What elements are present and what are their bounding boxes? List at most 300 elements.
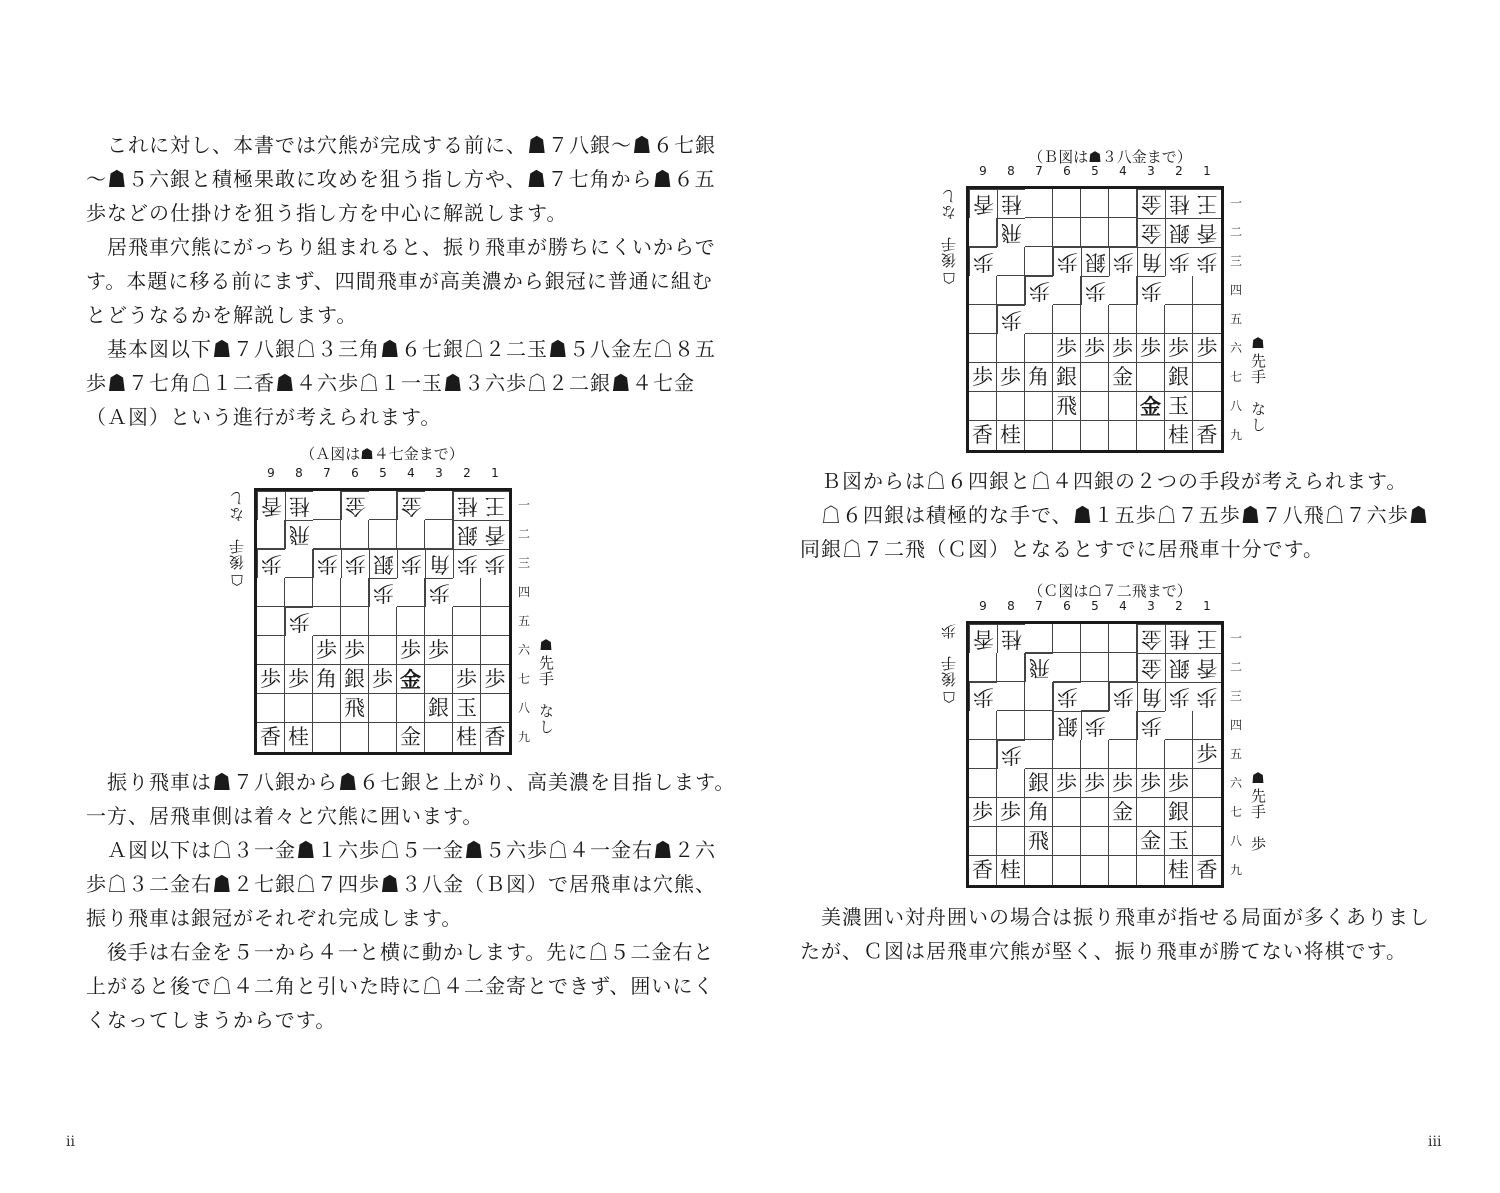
board-square xyxy=(1109,305,1137,334)
board-square xyxy=(453,636,481,665)
text-line: す。本題に移る前にまず、四間飛車が高美濃から銀冠に普通に組む xyxy=(86,269,713,293)
board-square xyxy=(397,694,425,723)
text-line: 後手は右金を５一から４一と横に動かします。先に☖５二金右と xyxy=(86,940,715,964)
board-square xyxy=(1081,682,1109,711)
row-number: 九 xyxy=(1229,428,1242,442)
board-square xyxy=(1053,276,1081,305)
board-square xyxy=(1053,740,1081,769)
sente-piece: 歩 xyxy=(1193,334,1221,363)
gote-piece: 歩 xyxy=(453,549,481,578)
gote-piece: 桂 xyxy=(1165,624,1193,653)
board-square xyxy=(341,607,369,636)
sente-piece: 歩 xyxy=(1109,334,1137,363)
board-square xyxy=(1193,769,1221,798)
sente-piece: 歩 xyxy=(1081,334,1109,363)
gote-piece: 香 xyxy=(969,189,997,218)
gote-piece: 歩 xyxy=(369,578,397,607)
sente-piece: 歩 xyxy=(1137,769,1165,798)
board-square xyxy=(1081,392,1109,421)
sente-piece: 歩 xyxy=(397,636,425,665)
board-square xyxy=(397,520,425,549)
column-number: 2 xyxy=(1175,599,1183,613)
board-square xyxy=(481,578,509,607)
sente-piece: 桂 xyxy=(997,856,1025,885)
column-number: 1 xyxy=(491,466,499,480)
text-line: 基本図以下☗７八銀☖３三角☗６七銀☖２二玉☗５八金左☖８五 xyxy=(86,337,716,361)
board-square xyxy=(1109,189,1137,218)
text-line: 振り飛車は銀冠がそれぞれ完成します。 xyxy=(86,906,463,930)
row-numbers xyxy=(516,491,532,752)
row-number: 四 xyxy=(1229,718,1242,732)
gote-piece: 歩 xyxy=(313,549,341,578)
board-square xyxy=(285,694,313,723)
sente-piece: 玉 xyxy=(1165,827,1193,856)
row-number: 七 xyxy=(517,672,530,686)
row-number: 九 xyxy=(1229,863,1242,877)
text-line: 上がると後で☖４二角と引いた時に☖４二金寄とできず、囲いにく xyxy=(86,974,715,998)
row-number: 九 xyxy=(517,730,530,744)
gote-piece: 歩 xyxy=(425,578,453,607)
sente-piece: 歩 xyxy=(1053,769,1081,798)
gote-piece: 歩 xyxy=(1193,247,1221,276)
board-square xyxy=(341,520,369,549)
board-square xyxy=(257,578,285,607)
column-number: 6 xyxy=(1063,164,1071,178)
column-number: 9 xyxy=(979,599,987,613)
gote-piece: 王 xyxy=(1193,624,1221,653)
board-square xyxy=(969,827,997,856)
sente-piece: 歩 xyxy=(369,665,397,694)
sente-piece: 歩 xyxy=(1137,334,1165,363)
board-square xyxy=(1025,334,1053,363)
row-number: 六 xyxy=(1229,341,1242,355)
board-square xyxy=(1081,740,1109,769)
sente-piece: 歩 xyxy=(285,665,313,694)
sente-piece: 飛 xyxy=(1025,827,1053,856)
row-number: 四 xyxy=(1229,283,1242,297)
board-square xyxy=(969,334,997,363)
gote-piece: 歩 xyxy=(397,549,425,578)
sente-piece: 玉 xyxy=(1165,392,1193,421)
gote-piece: 角 xyxy=(425,549,453,578)
column-number: 5 xyxy=(379,466,387,480)
board-square xyxy=(313,723,341,752)
gote-piece: 桂 xyxy=(285,491,313,520)
sente-piece: 香 xyxy=(1196,858,1218,882)
board-square xyxy=(997,392,1025,421)
gote-piece: 歩 xyxy=(1025,276,1053,305)
gote-piece: 金 xyxy=(397,491,425,520)
gote-piece: 歩 xyxy=(1053,682,1081,711)
row-number: 七 xyxy=(1229,805,1242,819)
board-square xyxy=(285,636,313,665)
sente-piece: 歩 xyxy=(481,665,509,694)
gote-piece: 歩 xyxy=(1165,682,1193,711)
board-square xyxy=(1137,363,1165,392)
gote-piece: 歩 xyxy=(1137,711,1165,740)
text-line: 同銀☖７二飛（Ｃ図）となるとすでに居飛車十分です。 xyxy=(800,537,1324,561)
gote-piece: 銀 xyxy=(453,520,481,549)
board-square xyxy=(1025,856,1053,885)
column-number: 3 xyxy=(435,466,443,480)
sente-piece: 歩 xyxy=(997,798,1025,827)
board-square xyxy=(1081,218,1109,247)
diagram-a-caption: （Ａ図は☗４七金まで） xyxy=(300,445,464,463)
sente-piece: 銀 xyxy=(425,694,453,723)
board-square xyxy=(425,520,453,549)
column-number: 7 xyxy=(1035,164,1043,178)
column-number: 9 xyxy=(267,466,275,480)
sente-piece: 歩 xyxy=(1165,334,1193,363)
gote-piece: 金 xyxy=(1137,189,1165,218)
sente-piece: 歩 xyxy=(969,798,997,827)
board-square xyxy=(257,694,285,723)
row-numbers xyxy=(1228,189,1244,450)
sente-piece: 歩 xyxy=(1109,769,1137,798)
board-square xyxy=(341,578,369,607)
board-square xyxy=(1025,421,1053,450)
text-line: 歩☖３二金右☗２七銀☖７四歩☗３八金（Ｂ図）で居飛車は穴熊、 xyxy=(86,872,716,896)
gote-piece: 銀 xyxy=(1165,653,1193,682)
board-square xyxy=(481,636,509,665)
sente-piece: 桂 xyxy=(997,421,1025,450)
board-square xyxy=(1137,856,1165,885)
board-square xyxy=(969,769,997,798)
board-square xyxy=(1193,798,1221,827)
board-square xyxy=(1025,218,1053,247)
board-square xyxy=(1081,856,1109,885)
board-square xyxy=(313,491,341,520)
board-square xyxy=(997,247,1025,276)
board-square xyxy=(1053,218,1081,247)
board-square xyxy=(1053,827,1081,856)
row-number: 八 xyxy=(1229,399,1242,413)
gote-piece: 歩 xyxy=(341,549,369,578)
text-line: 居飛車穴熊にがっちり組まれると、振り飛車が勝ちにくいからで xyxy=(86,235,716,259)
row-numbers xyxy=(1228,624,1244,885)
board-square xyxy=(1165,711,1193,740)
board-square xyxy=(997,682,1025,711)
board-square xyxy=(313,694,341,723)
sente-piece: 歩 xyxy=(1081,769,1109,798)
board-square xyxy=(1137,740,1165,769)
column-number: 4 xyxy=(1119,599,1127,613)
row-number: 六 xyxy=(517,643,530,657)
gote-piece: 香 xyxy=(969,624,997,653)
sente-piece: 飛 xyxy=(341,694,369,723)
board-square xyxy=(369,694,397,723)
sente-piece: 金 xyxy=(1137,827,1165,856)
board-square xyxy=(1109,856,1137,885)
text-line: 美濃囲い対舟囲いの場合は振り飛車が指せる局面が多くありまし xyxy=(800,905,1430,929)
board-square xyxy=(257,636,285,665)
shogi-board xyxy=(254,488,512,755)
board-square xyxy=(1053,189,1081,218)
column-numbers xyxy=(969,599,1221,613)
board-square xyxy=(1025,189,1053,218)
gote-piece: 桂 xyxy=(997,624,1025,653)
board-square xyxy=(969,653,997,682)
board-square xyxy=(453,607,481,636)
board-square xyxy=(1053,421,1081,450)
column-number: 6 xyxy=(351,466,359,480)
text-line: 一方、居飛車側は着々と穴熊に囲います。 xyxy=(86,804,484,828)
board-square xyxy=(285,578,313,607)
sente-hand: ☗先手 なし xyxy=(1249,334,1267,433)
gote-piece: 歩 xyxy=(1053,247,1081,276)
board-square xyxy=(1165,305,1193,334)
board-square xyxy=(1193,276,1221,305)
board-square xyxy=(285,549,313,578)
column-number: 3 xyxy=(1147,164,1155,178)
gote-piece: 歩 xyxy=(481,549,509,578)
sente-piece: 香 xyxy=(484,725,506,749)
gote-piece: 王 xyxy=(1193,189,1221,218)
board-square xyxy=(1025,711,1053,740)
board-square xyxy=(1165,276,1193,305)
board-square xyxy=(1137,305,1165,334)
text-line: Ｂ図からは☖６四銀と☖４四銀の２つの手段が考えられます。 xyxy=(800,469,1408,493)
board-square xyxy=(1137,798,1165,827)
column-number: 1 xyxy=(1203,599,1211,613)
text-line: 振り飛車は☗７八銀から☗６七銀と上がり、高美濃を目指します。 xyxy=(86,770,736,794)
board-square xyxy=(1193,305,1221,334)
board-square xyxy=(1053,856,1081,885)
row-number: 一 xyxy=(1229,631,1242,645)
sente-piece: 歩 xyxy=(425,636,453,665)
board-square xyxy=(997,827,1025,856)
board-square xyxy=(969,305,997,334)
board-square xyxy=(453,578,481,607)
column-number: 1 xyxy=(1203,164,1211,178)
gote-piece: 歩 xyxy=(1081,711,1109,740)
board-square xyxy=(397,578,425,607)
shogi-board xyxy=(966,186,1224,453)
sente-piece: 歩 xyxy=(453,665,481,694)
gote-piece: 桂 xyxy=(453,491,481,520)
board-square xyxy=(1165,740,1193,769)
row-number: 八 xyxy=(517,701,530,715)
row-number: 五 xyxy=(1229,747,1242,761)
row-number: 四 xyxy=(517,585,530,599)
gote-piece: 銀 xyxy=(1053,711,1081,740)
right-page xyxy=(750,0,1500,1193)
board-square xyxy=(969,392,997,421)
text-line: くなってしまうからです。 xyxy=(86,1008,337,1032)
sente-piece: 歩 xyxy=(1053,334,1081,363)
board-square xyxy=(1053,798,1081,827)
gote-piece: 飛 xyxy=(997,218,1025,247)
column-number: 4 xyxy=(407,466,415,480)
gote-piece: 歩 xyxy=(257,549,285,578)
sente-hand: ☗先手 歩 xyxy=(1249,769,1267,852)
board-square xyxy=(257,520,285,549)
board-square xyxy=(1053,624,1081,653)
board-square xyxy=(997,653,1025,682)
column-numbers xyxy=(257,466,509,480)
board-square xyxy=(313,520,341,549)
row-number: 六 xyxy=(1229,776,1242,790)
board-square xyxy=(1081,189,1109,218)
column-number: 3 xyxy=(1147,599,1155,613)
gote-piece: 飛 xyxy=(285,520,313,549)
board-square xyxy=(1081,624,1109,653)
board-square xyxy=(1109,624,1137,653)
board-square xyxy=(1109,276,1137,305)
gote-piece: 金 xyxy=(341,491,369,520)
sente-piece: 金 xyxy=(1109,798,1137,827)
column-number: 7 xyxy=(1035,599,1043,613)
board-square xyxy=(369,520,397,549)
text-line: これに対し、本書では穴熊が完成する前に、☗７八銀～☗６七銀 xyxy=(86,133,716,157)
sente-piece: 金 xyxy=(397,723,425,752)
board-square xyxy=(1081,305,1109,334)
sente-piece: 歩 xyxy=(1193,740,1221,769)
sente-piece: 歩 xyxy=(997,363,1025,392)
sente-piece: 歩 xyxy=(313,636,341,665)
column-numbers xyxy=(969,164,1221,178)
gote-piece: 歩 xyxy=(1081,276,1109,305)
gote-piece: 歩 xyxy=(969,247,997,276)
gote-piece: 飛 xyxy=(1025,653,1053,682)
gote-piece: 歩 xyxy=(997,740,1025,769)
text-line: 歩☗７七角☖１二香☗４六歩☖１一玉☗３六歩☖２二銀☗４七金 xyxy=(86,371,695,395)
sente-piece: 金 xyxy=(1137,392,1165,421)
sente-hand: ☗先手 なし xyxy=(537,636,555,735)
sente-piece: 玉 xyxy=(453,694,481,723)
board-square xyxy=(481,607,509,636)
board-square xyxy=(1193,392,1221,421)
board-square xyxy=(257,607,285,636)
gote-piece: 香 xyxy=(1193,218,1221,247)
board-square xyxy=(313,578,341,607)
column-number: 2 xyxy=(1175,164,1183,178)
board-square xyxy=(969,276,997,305)
row-number: 八 xyxy=(1229,834,1242,848)
gote-piece: 銀 xyxy=(369,549,397,578)
board-square xyxy=(1081,421,1109,450)
row-number: 三 xyxy=(517,556,530,570)
sente-piece: 歩 xyxy=(341,636,369,665)
sente-piece: 銀 xyxy=(1025,769,1053,798)
sente-piece: 桂 xyxy=(1165,421,1193,450)
sente-piece: 歩 xyxy=(1165,769,1193,798)
gote-piece: 桂 xyxy=(1165,189,1193,218)
gote-piece: 角 xyxy=(1137,247,1165,276)
sente-piece: 銀 xyxy=(1053,363,1081,392)
gote-piece: 歩 xyxy=(1137,276,1165,305)
gote-piece: 香 xyxy=(257,491,285,520)
board-square xyxy=(1109,392,1137,421)
gote-hand: ☖後手 歩 xyxy=(940,623,958,706)
board-square xyxy=(1193,363,1221,392)
text-line: ☖６四銀は積極的な手で、☗１五歩☖７五歩☗７八飛☖７六歩☗ xyxy=(800,503,1430,527)
gote-piece: 王 xyxy=(481,491,509,520)
board-square xyxy=(313,607,341,636)
column-number: 7 xyxy=(323,466,331,480)
column-number: 4 xyxy=(1119,164,1127,178)
sente-piece: 金 xyxy=(1109,363,1137,392)
board-square xyxy=(369,491,397,520)
board-square xyxy=(397,607,425,636)
sente-piece: 銀 xyxy=(1165,798,1193,827)
gote-piece: 桂 xyxy=(997,189,1025,218)
sente-piece: 歩 xyxy=(257,665,285,694)
gote-piece: 歩 xyxy=(1109,682,1137,711)
page-number-right: iii xyxy=(1428,1134,1442,1150)
shogi-board xyxy=(966,621,1224,888)
text-line: 歩などの仕掛けを狙う指し方を中心に解説します。 xyxy=(86,201,568,225)
gote-hand: ☖後手 なし xyxy=(940,188,958,287)
board-square xyxy=(481,694,509,723)
board-square xyxy=(369,636,397,665)
sente-piece: 飛 xyxy=(1053,392,1081,421)
board-square xyxy=(997,276,1025,305)
diagram-c-caption: （Ｃ図は☖７二飛まで） xyxy=(1028,582,1192,600)
sente-piece: 香 xyxy=(969,421,997,450)
board-square xyxy=(1109,711,1137,740)
row-number: 一 xyxy=(1229,196,1242,210)
sente-piece: 香 xyxy=(969,856,997,885)
gote-piece: 歩 xyxy=(1109,247,1137,276)
board-square xyxy=(997,769,1025,798)
text-line: Ａ図以下は☖３一金☗１六歩☖５一金☗５六歩☖４一金右☗２六 xyxy=(86,838,716,862)
gote-piece: 香 xyxy=(481,520,509,549)
gote-piece: 金 xyxy=(1137,653,1165,682)
sente-piece: 桂 xyxy=(285,723,313,752)
sente-piece: 角 xyxy=(1025,363,1053,392)
sente-piece: 香 xyxy=(257,723,285,752)
diagram-b-caption: （Ｂ図は☗３八金まで） xyxy=(1028,148,1192,166)
board-square xyxy=(1081,363,1109,392)
board-square xyxy=(369,723,397,752)
board-square xyxy=(1025,682,1053,711)
row-number: 二 xyxy=(1229,660,1242,674)
column-number: 6 xyxy=(1063,599,1071,613)
board-square xyxy=(1137,421,1165,450)
board-square xyxy=(1109,421,1137,450)
sente-piece: 銀 xyxy=(1165,363,1193,392)
sente-piece: 銀 xyxy=(341,665,369,694)
board-square xyxy=(969,740,997,769)
board-square xyxy=(1193,827,1221,856)
sente-piece: 角 xyxy=(1025,798,1053,827)
board-square xyxy=(1109,653,1137,682)
row-number: 五 xyxy=(517,614,530,628)
column-number: 8 xyxy=(1007,164,1015,178)
sente-piece: 歩 xyxy=(969,363,997,392)
board-square xyxy=(1081,653,1109,682)
page-number-left: ii xyxy=(66,1134,75,1150)
sente-piece: 桂 xyxy=(453,723,481,752)
column-number: 8 xyxy=(295,466,303,480)
board-square xyxy=(425,665,453,694)
board-square xyxy=(1081,798,1109,827)
gote-piece: 歩 xyxy=(997,305,1025,334)
board-square xyxy=(1193,711,1221,740)
column-number: 9 xyxy=(979,164,987,178)
row-number: 七 xyxy=(1229,370,1242,384)
board-square xyxy=(1025,624,1053,653)
board-square xyxy=(969,218,997,247)
board-square xyxy=(1081,827,1109,856)
row-number: 三 xyxy=(1229,254,1242,268)
row-number: 五 xyxy=(1229,312,1242,326)
column-number: 5 xyxy=(1091,599,1099,613)
text-line: たが、Ｃ図は居飛車穴熊が堅く、振り飛車が勝てない将棋です。 xyxy=(800,939,1407,963)
row-number: 二 xyxy=(517,527,530,541)
gote-piece: 歩 xyxy=(1165,247,1193,276)
